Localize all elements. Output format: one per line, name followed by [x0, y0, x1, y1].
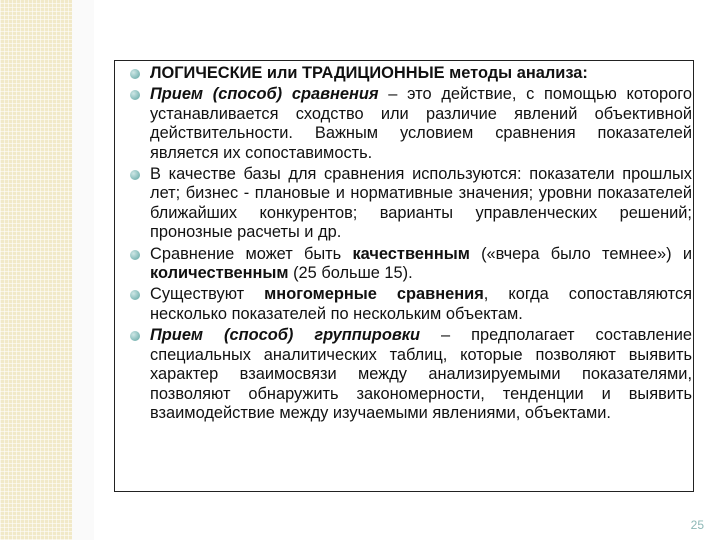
bullet-text: , когда сопоставляются несколько показателей по нескольким объектам.	[150, 285, 693, 323]
decorative-side-pattern	[0, 0, 72, 540]
page-number: 25	[690, 518, 704, 532]
bullet-item-comparison-base	[130, 165, 692, 243]
bullet-text: (25 больше 15).	[288, 264, 413, 283]
bullet-term: качественным	[352, 244, 470, 263]
bullet-text: («вчера было темнее») и	[469, 244, 693, 263]
bullet-circle-icon	[130, 170, 140, 180]
bullet-circle-icon	[130, 90, 140, 100]
bullet-term: многомерные сравнения	[264, 285, 484, 304]
bullet-item-comparison	[130, 85, 692, 163]
bullet-text: Сравнение может быть	[150, 244, 353, 263]
decorative-side-strip	[72, 0, 94, 540]
bullet-item-comparison-types	[130, 245, 692, 284]
bullet-term: Прием (способ) сравнения	[150, 85, 379, 104]
bullet-circle-icon	[130, 69, 140, 79]
bullet-item-logical-methods	[130, 64, 692, 83]
bullet-text: ЛОГИЧЕСКИЕ или ТРАДИЦИОННЫЕ методы анализа:	[150, 64, 588, 82]
bullet-item-multidimensional	[130, 285, 692, 324]
bullet-list	[130, 64, 692, 423]
bullet-text: – предполагает составление специальных аналитических таблиц, которые позволяют выявить характер взаимосвязи между анализируемыми показателями, позволяют обнаружить закономерности, тенденции и выявить взаимодействие между изучаемыми явлениями, объектами.	[150, 326, 692, 422]
bullet-term: Прием (способ) группировки	[150, 326, 421, 345]
bullet-circle-icon	[130, 331, 140, 341]
bullet-text: – это действие, с помощью которого устанавливается сходство или различие явлений объективной действительности. Важным условием сравнения показателей является их сопоставимость.	[150, 85, 692, 162]
bullet-text: В качестве базы для сравнения используются: показатели прошлых лет; бизнес - плановые и нормативные значения; уровни показателей ближайших конкурентов; варианты управленческих решений; пронозные расчеты и др.	[150, 165, 692, 242]
bullet-circle-icon	[130, 250, 140, 260]
bullet-circle-icon	[130, 290, 140, 300]
bullet-term: количественным	[150, 264, 289, 283]
bullet-item-grouping	[130, 326, 692, 423]
bullet-text: Существуют	[150, 285, 265, 304]
